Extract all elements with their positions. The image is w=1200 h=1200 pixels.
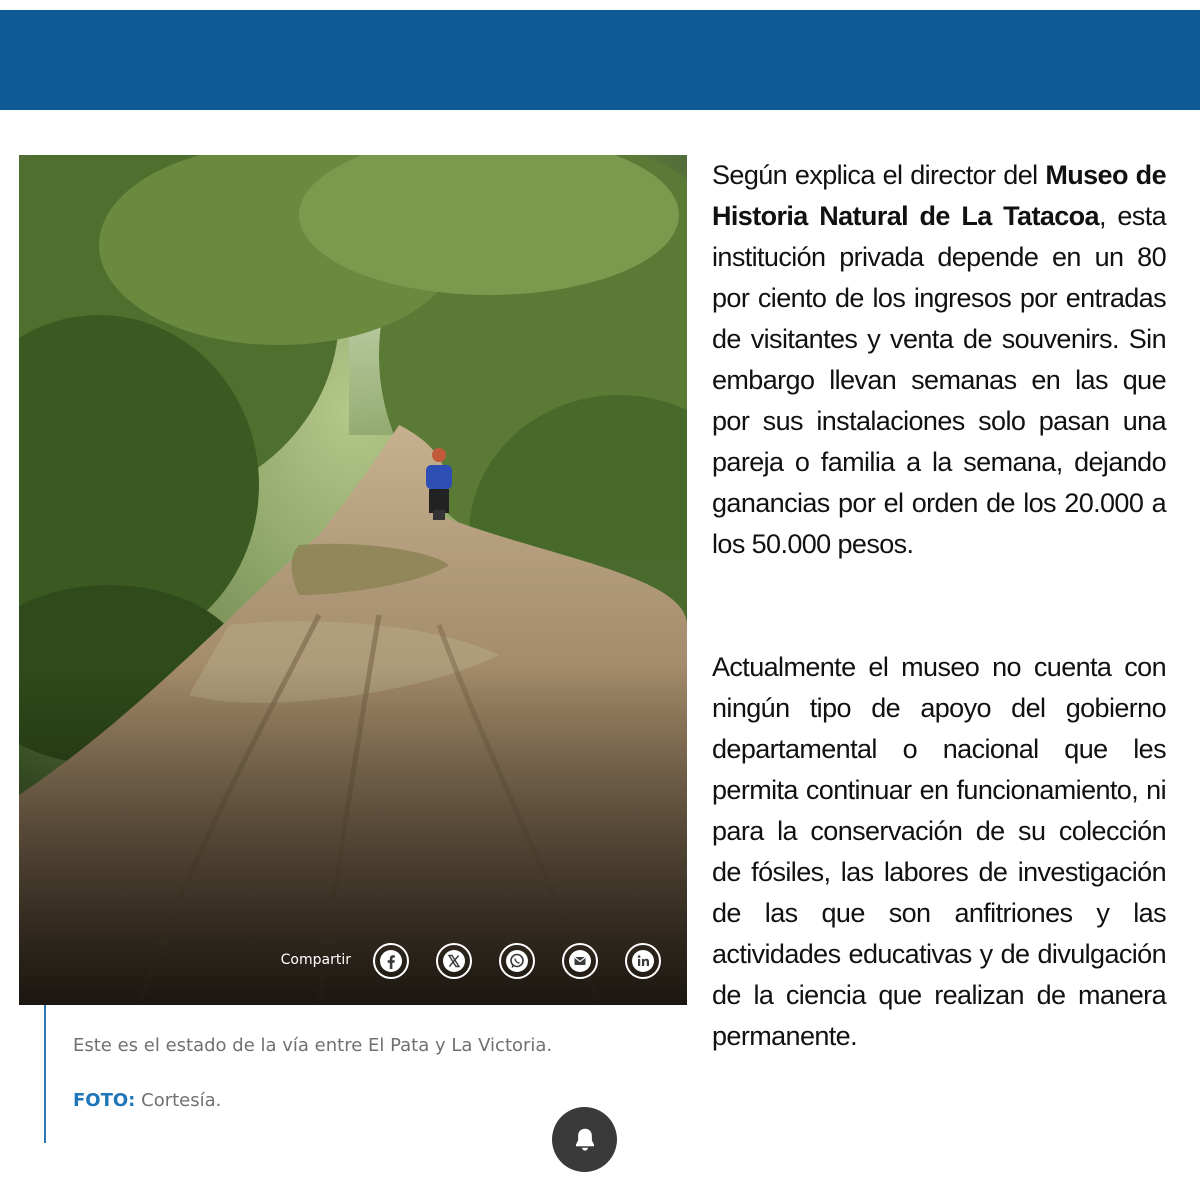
photo-credit xyxy=(73,1090,221,1111)
whatsapp-icon xyxy=(505,949,529,973)
share-facebook-button[interactable] xyxy=(373,943,409,979)
credit-value: Cortesía. xyxy=(141,1090,222,1111)
article-paragraph-1 xyxy=(712,155,1166,565)
share-bar xyxy=(19,895,687,1005)
share-x-button[interactable] xyxy=(436,943,472,979)
share-linkedin-button[interactable] xyxy=(625,943,661,979)
paragraph-1-intro: Según explica el director del xyxy=(712,160,1046,190)
linkedin-icon xyxy=(631,949,655,973)
paragraph-1-rest: , esta institución privada depende en un 80 por ciento de los ingresos por entradas de visitantes y venta de souvenirs. Sin embargo llevan semanas en las que por sus instalaciones solo pasan una pareja o familia a la semana, dejando ganancias por el orden de los 20.000 a los 50.000 pesos. xyxy=(712,201,1167,559)
x-icon xyxy=(442,949,466,973)
caption-text: Este es el estado de la vía entre El Pata y La Victoria. xyxy=(73,1035,553,1056)
facebook-icon xyxy=(379,949,403,973)
share-email-button[interactable] xyxy=(562,943,598,979)
share-label: Compartir xyxy=(280,952,351,968)
dirt-road-illustration xyxy=(19,155,687,1005)
article-photo xyxy=(19,155,687,1005)
credit-label: FOTO: xyxy=(73,1090,136,1111)
article-body xyxy=(712,155,1166,1057)
article-paragraph-2: Actualmente el museo no cuenta con ningún tipo de apoyo del gobierno departamental o nacional que les permita continuar en funcionamiento, ni para la conservación de su colección de fósiles, las labores de investigación de las que son anfitriones y las actividades educativas y de divulgación de la ciencia que realizan de manera permanente. xyxy=(712,652,1166,1051)
share-whatsapp-button[interactable] xyxy=(499,943,535,979)
header-bar xyxy=(0,10,1200,110)
notification-bell-button[interactable] xyxy=(552,1107,617,1172)
bell-icon xyxy=(570,1125,600,1155)
museum-name: Museo de Historia Natural de La Tatacoa xyxy=(712,160,1166,231)
email-icon xyxy=(568,949,592,973)
